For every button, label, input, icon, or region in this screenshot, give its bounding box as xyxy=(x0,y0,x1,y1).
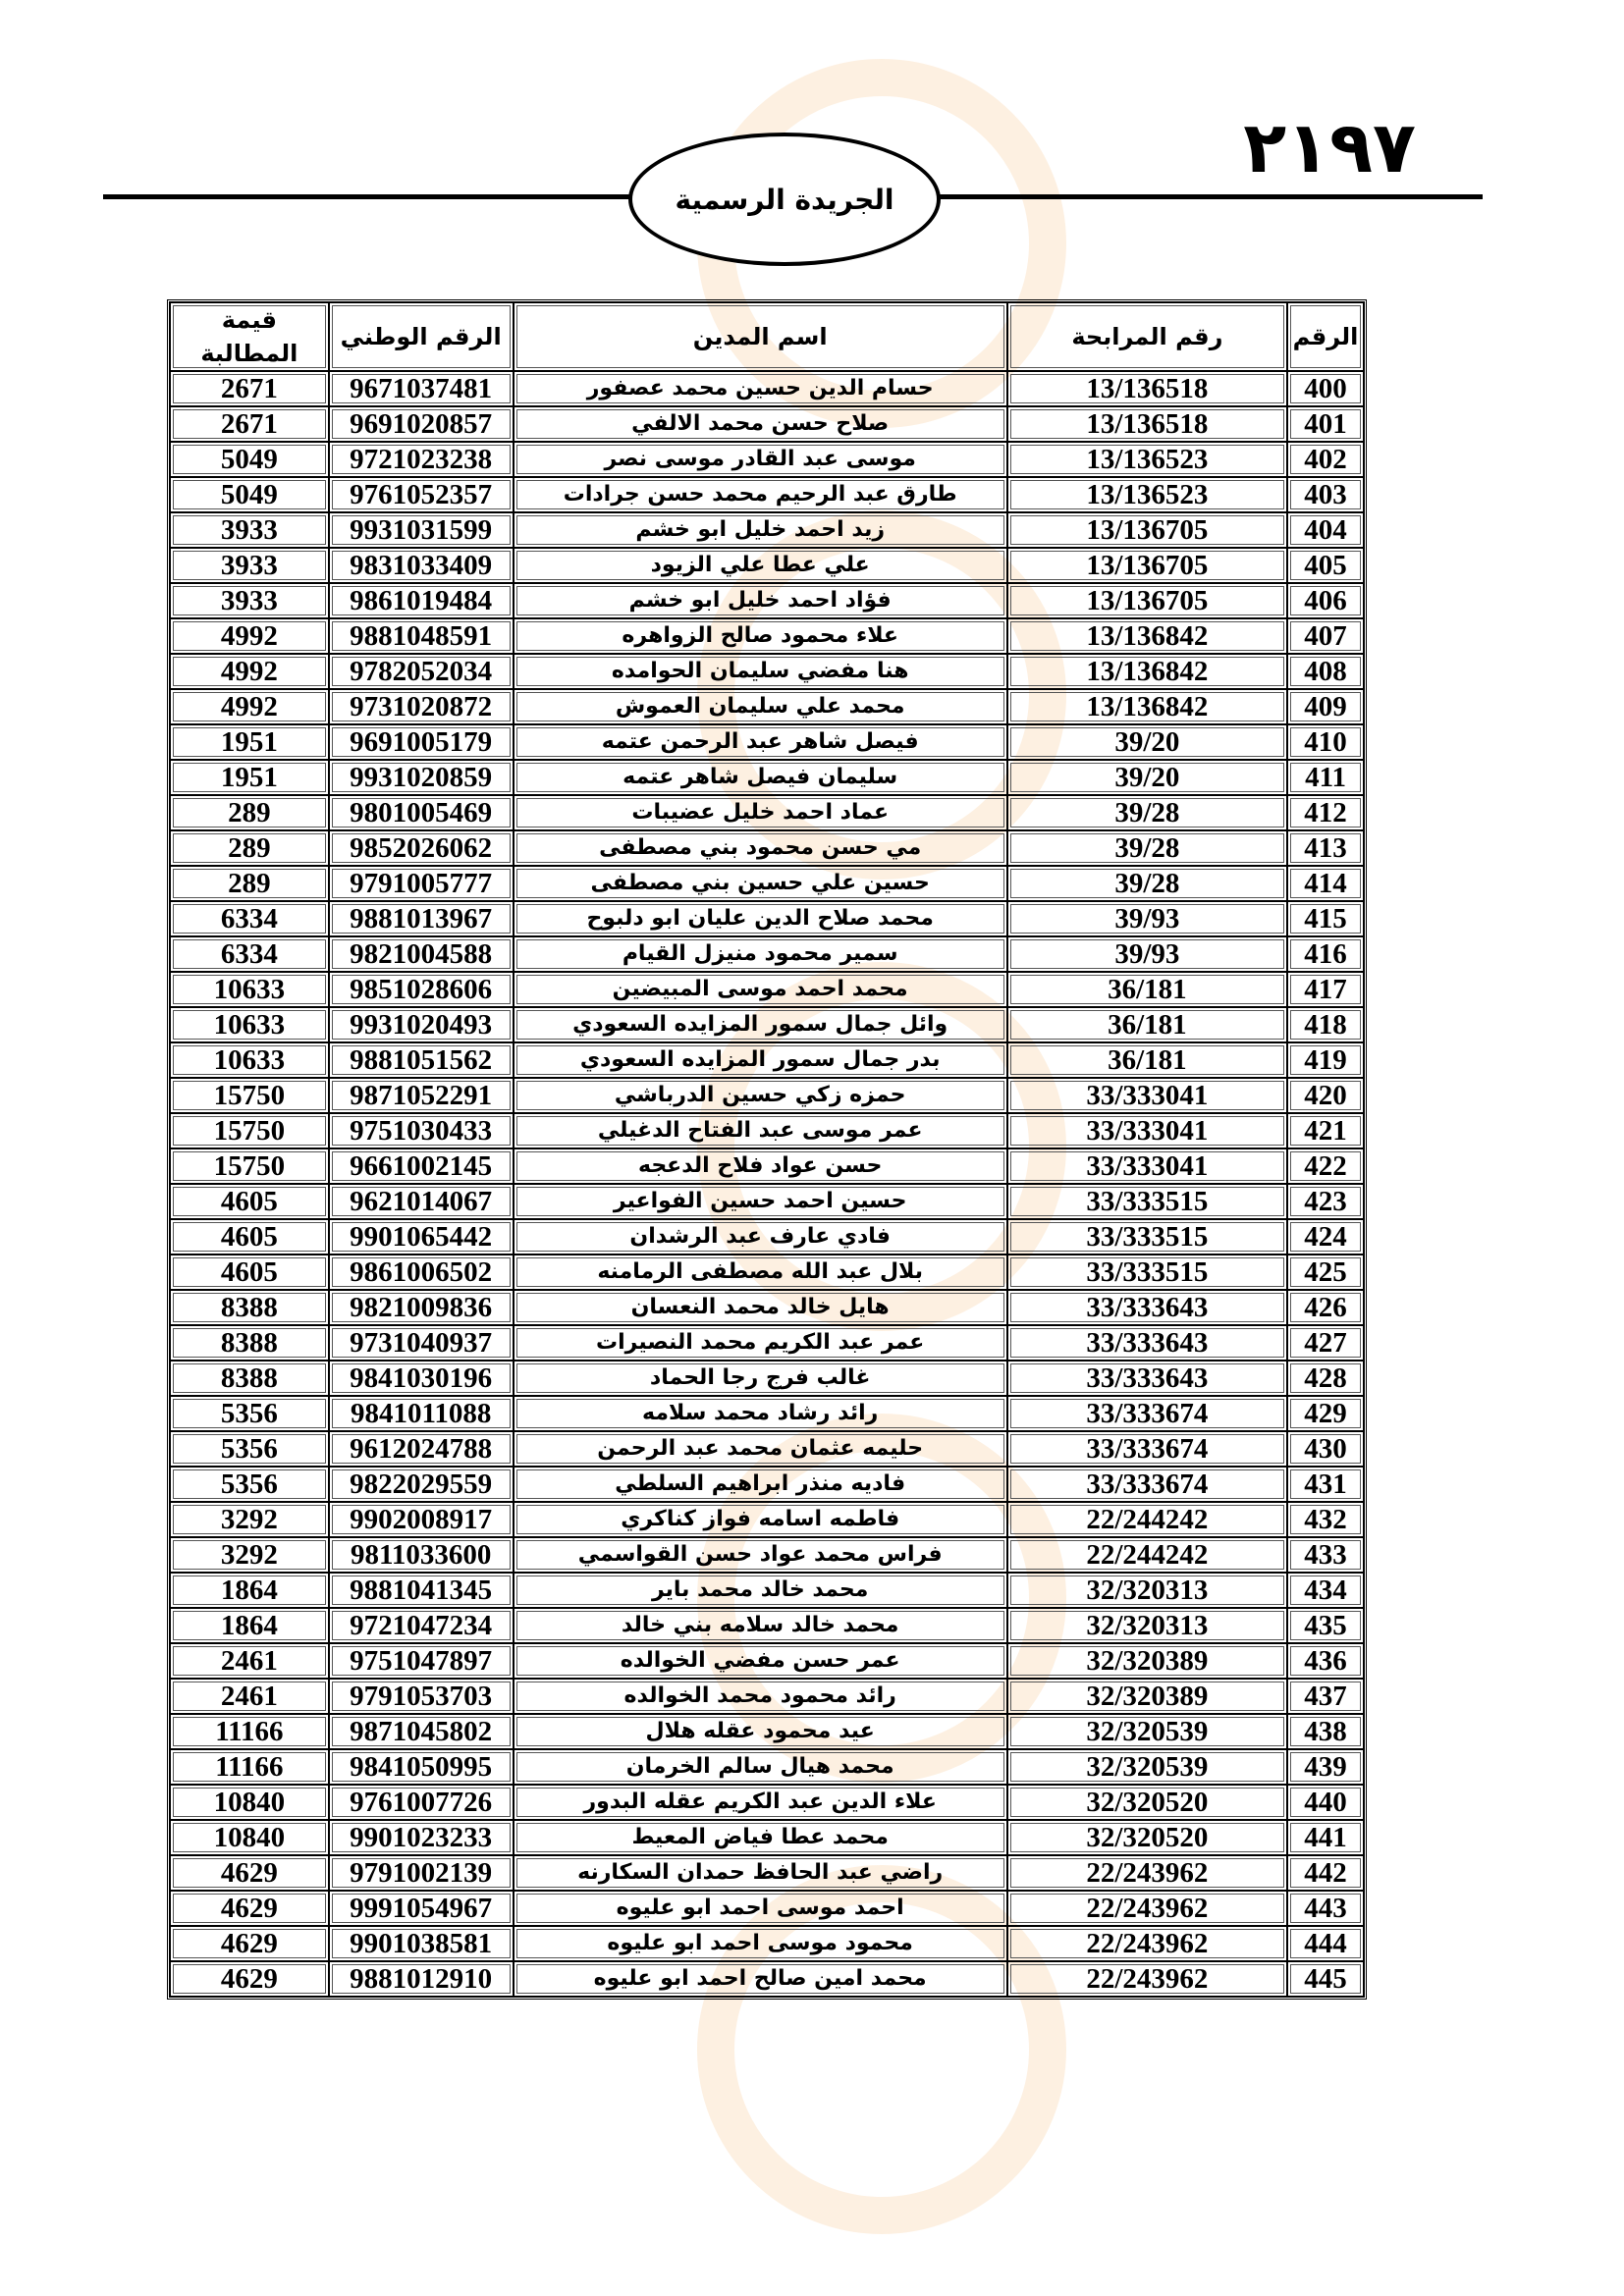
national-id: 9881048591 xyxy=(329,618,514,654)
row-number: 412 xyxy=(1287,795,1364,830)
row-number: 443 xyxy=(1287,1891,1364,1926)
claim-value: 8388 xyxy=(170,1290,329,1325)
claim-value: 4992 xyxy=(170,689,329,724)
debtor-name: سمير محمود منيزل القيام xyxy=(514,936,1007,972)
debtor-name: عماد احمد خليل عضيبات xyxy=(514,795,1007,830)
murabaha-number: 32/320539 xyxy=(1007,1749,1287,1785)
claim-value: 5049 xyxy=(170,477,329,512)
national-id: 9931020493 xyxy=(329,1007,514,1042)
murabaha-number: 32/320520 xyxy=(1007,1785,1287,1820)
row-number: 433 xyxy=(1287,1537,1364,1573)
national-id: 9881012910 xyxy=(329,1961,514,1997)
murabaha-number: 33/333674 xyxy=(1007,1467,1287,1502)
table-row xyxy=(170,866,1364,901)
page-number: ٢١٩٧ xyxy=(1243,106,1416,188)
claim-value: 1864 xyxy=(170,1573,329,1608)
row-number: 436 xyxy=(1287,1643,1364,1679)
national-id: 9902008917 xyxy=(329,1502,514,1537)
row-number: 428 xyxy=(1287,1361,1364,1396)
col-header-national-id: الرقم الوطني xyxy=(329,302,514,371)
national-id: 9801005469 xyxy=(329,795,514,830)
table-row xyxy=(170,1855,1364,1891)
debtor-name: هايل خالد محمد النعسان xyxy=(514,1290,1007,1325)
national-id: 9761007726 xyxy=(329,1785,514,1820)
debtor-name: طارق عبد الرحيم محمد حسن جرادات xyxy=(514,477,1007,512)
claim-value: 289 xyxy=(170,795,329,830)
claim-value: 8388 xyxy=(170,1361,329,1396)
table-row xyxy=(170,1290,1364,1325)
table-row xyxy=(170,1219,1364,1255)
row-number: 437 xyxy=(1287,1679,1364,1714)
table-row xyxy=(170,512,1364,548)
row-number: 402 xyxy=(1287,442,1364,477)
debtor-name: عمر موسى عبد الفتاح الدغيلي xyxy=(514,1113,1007,1148)
claim-value: 4605 xyxy=(170,1184,329,1219)
row-number: 409 xyxy=(1287,689,1364,724)
row-number: 441 xyxy=(1287,1820,1364,1855)
claim-value: 2671 xyxy=(170,371,329,406)
claim-value: 10633 xyxy=(170,1007,329,1042)
table-row xyxy=(170,1926,1364,1961)
debtor-name: محمد صلاح الدين عليان ابو دلبوح xyxy=(514,901,1007,936)
table-row xyxy=(170,1467,1364,1502)
national-id: 9881051562 xyxy=(329,1042,514,1078)
murabaha-number: 22/243962 xyxy=(1007,1855,1287,1891)
national-id: 9901023233 xyxy=(329,1820,514,1855)
table-row xyxy=(170,1643,1364,1679)
murabaha-number: 13/136705 xyxy=(1007,512,1287,548)
national-id: 9612024788 xyxy=(329,1431,514,1467)
claim-value: 11166 xyxy=(170,1749,329,1785)
claim-value: 10633 xyxy=(170,972,329,1007)
row-number: 431 xyxy=(1287,1467,1364,1502)
murabaha-number: 13/136705 xyxy=(1007,583,1287,618)
claim-value: 4992 xyxy=(170,654,329,689)
claim-value: 2671 xyxy=(170,406,329,442)
row-number: 423 xyxy=(1287,1184,1364,1219)
table-row xyxy=(170,1184,1364,1219)
murabaha-number: 39/28 xyxy=(1007,795,1287,830)
debtor-name: موسى عبد القادر موسى نصر xyxy=(514,442,1007,477)
national-id: 9871052291 xyxy=(329,1078,514,1113)
claim-value: 1864 xyxy=(170,1608,329,1643)
claim-value: 3292 xyxy=(170,1502,329,1537)
row-number: 440 xyxy=(1287,1785,1364,1820)
debtor-name: محمد علي سليمان العموش xyxy=(514,689,1007,724)
claim-value: 4605 xyxy=(170,1255,329,1290)
debtor-name: فؤاد احمد خليل ابو خشم xyxy=(514,583,1007,618)
table-row xyxy=(170,1113,1364,1148)
national-id: 9782052034 xyxy=(329,654,514,689)
table-header-row xyxy=(170,302,1364,371)
table-row xyxy=(170,1714,1364,1749)
row-number: 435 xyxy=(1287,1608,1364,1643)
murabaha-number: 36/181 xyxy=(1007,1042,1287,1078)
claim-value: 289 xyxy=(170,830,329,866)
claim-value: 8388 xyxy=(170,1325,329,1361)
debtor-name: راضي عبد الحافظ حمدان السكارنه xyxy=(514,1855,1007,1891)
debtors-table xyxy=(167,299,1367,2000)
gazette-title: الجريدة الرسمية xyxy=(675,183,894,216)
claim-value: 5049 xyxy=(170,442,329,477)
murabaha-number: 32/320539 xyxy=(1007,1714,1287,1749)
murabaha-number: 32/320520 xyxy=(1007,1820,1287,1855)
table-row xyxy=(170,1749,1364,1785)
table-row xyxy=(170,689,1364,724)
national-id: 9861019484 xyxy=(329,583,514,618)
row-number: 419 xyxy=(1287,1042,1364,1078)
national-id: 9901065442 xyxy=(329,1219,514,1255)
row-number: 425 xyxy=(1287,1255,1364,1290)
claim-value: 15750 xyxy=(170,1078,329,1113)
claim-value: 5356 xyxy=(170,1396,329,1431)
national-id: 9731020872 xyxy=(329,689,514,724)
debtor-name: بلال عبد الله مصطفى الرمامنه xyxy=(514,1255,1007,1290)
murabaha-number: 33/333515 xyxy=(1007,1255,1287,1290)
table-row xyxy=(170,442,1364,477)
murabaha-number: 39/93 xyxy=(1007,936,1287,972)
table-row xyxy=(170,1325,1364,1361)
claim-value: 3933 xyxy=(170,512,329,548)
row-number: 420 xyxy=(1287,1078,1364,1113)
national-id: 9721023238 xyxy=(329,442,514,477)
table-row xyxy=(170,795,1364,830)
col-header-number: الرقم xyxy=(1287,302,1364,371)
row-number: 411 xyxy=(1287,760,1364,795)
debtor-name: سليمان فيصل شاهر عتمه xyxy=(514,760,1007,795)
row-number: 444 xyxy=(1287,1926,1364,1961)
debtor-name: محمد هيال سالم الخرمان xyxy=(514,1749,1007,1785)
claim-value: 10840 xyxy=(170,1820,329,1855)
national-id: 9841050995 xyxy=(329,1749,514,1785)
national-id: 9691020857 xyxy=(329,406,514,442)
debtor-name: علاء محمود صالح الزواهره xyxy=(514,618,1007,654)
row-number: 439 xyxy=(1287,1749,1364,1785)
murabaha-number: 36/181 xyxy=(1007,1007,1287,1042)
row-number: 429 xyxy=(1287,1396,1364,1431)
debtor-name: فادي عارف عبد الرشدان xyxy=(514,1219,1007,1255)
national-id: 9881041345 xyxy=(329,1573,514,1608)
debtor-name: فراس محمد عواد حسن القواسمي xyxy=(514,1537,1007,1573)
national-id: 9761052357 xyxy=(329,477,514,512)
row-number: 405 xyxy=(1287,548,1364,583)
debtor-name: حسن عواد فلاح الدعجه xyxy=(514,1148,1007,1184)
table-row xyxy=(170,1679,1364,1714)
table-row xyxy=(170,477,1364,512)
table-row xyxy=(170,1537,1364,1573)
murabaha-number: 39/28 xyxy=(1007,830,1287,866)
claim-value: 4605 xyxy=(170,1219,329,1255)
murabaha-number: 33/333041 xyxy=(1007,1078,1287,1113)
table-row xyxy=(170,618,1364,654)
national-id: 9841030196 xyxy=(329,1361,514,1396)
claim-value: 11166 xyxy=(170,1714,329,1749)
debtor-name: احمد موسى احمد ابو عليوه xyxy=(514,1891,1007,1926)
murabaha-number: 13/136523 xyxy=(1007,442,1287,477)
table-row xyxy=(170,1361,1364,1396)
national-id: 9661002145 xyxy=(329,1148,514,1184)
table-row xyxy=(170,548,1364,583)
national-id: 9791002139 xyxy=(329,1855,514,1891)
table-row xyxy=(170,830,1364,866)
col-header-murabaha: رقم المرابحة xyxy=(1007,302,1287,371)
row-number: 426 xyxy=(1287,1290,1364,1325)
table-row xyxy=(170,1396,1364,1431)
national-id: 9791005777 xyxy=(329,866,514,901)
murabaha-number: 13/136518 xyxy=(1007,406,1287,442)
row-number: 418 xyxy=(1287,1007,1364,1042)
claim-value: 6334 xyxy=(170,901,329,936)
col-header-debtor-name: اسم المدين xyxy=(514,302,1007,371)
debtor-name: محمود موسى احمد ابو عليوه xyxy=(514,1926,1007,1961)
national-id: 9731040937 xyxy=(329,1325,514,1361)
murabaha-number: 33/333643 xyxy=(1007,1290,1287,1325)
claim-value: 15750 xyxy=(170,1148,329,1184)
national-id: 9671037481 xyxy=(329,371,514,406)
row-number: 410 xyxy=(1287,724,1364,760)
claim-value: 15750 xyxy=(170,1113,329,1148)
row-number: 415 xyxy=(1287,901,1364,936)
table-row xyxy=(170,1431,1364,1467)
debtor-name: عمر عبد الكريم محمد النصيرات xyxy=(514,1325,1007,1361)
table-row xyxy=(170,406,1364,442)
row-number: 424 xyxy=(1287,1219,1364,1255)
claim-value: 10633 xyxy=(170,1042,329,1078)
claim-value: 5356 xyxy=(170,1431,329,1467)
row-number: 438 xyxy=(1287,1714,1364,1749)
debtor-name: صلاح حسن محمد الالفي xyxy=(514,406,1007,442)
table-row xyxy=(170,1573,1364,1608)
debtor-name: حسام الدين حسين محمد عصفور xyxy=(514,371,1007,406)
national-id: 9931020859 xyxy=(329,760,514,795)
murabaha-number: 39/20 xyxy=(1007,760,1287,795)
table-row xyxy=(170,1148,1364,1184)
row-number: 445 xyxy=(1287,1961,1364,1997)
row-number: 404 xyxy=(1287,512,1364,548)
national-id: 9751030433 xyxy=(329,1113,514,1148)
murabaha-number: 33/333041 xyxy=(1007,1148,1287,1184)
murabaha-number: 36/181 xyxy=(1007,972,1287,1007)
claim-value: 4992 xyxy=(170,618,329,654)
row-number: 401 xyxy=(1287,406,1364,442)
murabaha-number: 22/243962 xyxy=(1007,1961,1287,1997)
debtor-name: غالب فرج رجا الحماد xyxy=(514,1361,1007,1396)
claim-value: 2461 xyxy=(170,1679,329,1714)
debtor-name: وائل جمال سمور المزايده السعودي xyxy=(514,1007,1007,1042)
table-row xyxy=(170,583,1364,618)
claim-value: 5356 xyxy=(170,1467,329,1502)
murabaha-number: 39/28 xyxy=(1007,866,1287,901)
murabaha-number: 33/333515 xyxy=(1007,1184,1287,1219)
murabaha-number: 39/20 xyxy=(1007,724,1287,760)
murabaha-number: 13/136705 xyxy=(1007,548,1287,583)
murabaha-number: 13/136842 xyxy=(1007,654,1287,689)
national-id: 9861006502 xyxy=(329,1255,514,1290)
row-number: 407 xyxy=(1287,618,1364,654)
claim-value: 4629 xyxy=(170,1926,329,1961)
national-id: 9851028606 xyxy=(329,972,514,1007)
debtor-name: حسين علي حسين بني مصطفى xyxy=(514,866,1007,901)
national-id: 9691005179 xyxy=(329,724,514,760)
debtor-name: فيصل شاهر عبد الرحمن عتمه xyxy=(514,724,1007,760)
debtor-name: علاء الدين عبد الكريم عقله البدور xyxy=(514,1785,1007,1820)
table-row xyxy=(170,936,1364,972)
murabaha-number: 33/333674 xyxy=(1007,1396,1287,1431)
national-id: 9991054967 xyxy=(329,1891,514,1926)
murabaha-number: 22/244242 xyxy=(1007,1502,1287,1537)
murabaha-number: 13/136842 xyxy=(1007,618,1287,654)
murabaha-number: 13/136518 xyxy=(1007,371,1287,406)
row-number: 408 xyxy=(1287,654,1364,689)
murabaha-number: 13/136523 xyxy=(1007,477,1287,512)
debtor-name: مي حسن محمود بني مصطفى xyxy=(514,830,1007,866)
debtor-name: محمد احمد موسى المبيضين xyxy=(514,972,1007,1007)
table-row xyxy=(170,1007,1364,1042)
national-id: 9751047897 xyxy=(329,1643,514,1679)
debtor-name: فاديه منذر ابراهيم السلطي xyxy=(514,1467,1007,1502)
row-number: 430 xyxy=(1287,1431,1364,1467)
row-number: 434 xyxy=(1287,1573,1364,1608)
murabaha-number: 32/320389 xyxy=(1007,1643,1287,1679)
debtor-name: محمد خالد محمد باير xyxy=(514,1573,1007,1608)
murabaha-number: 39/93 xyxy=(1007,901,1287,936)
murabaha-number: 22/243962 xyxy=(1007,1891,1287,1926)
row-number: 403 xyxy=(1287,477,1364,512)
national-id: 9721047234 xyxy=(329,1608,514,1643)
claim-value: 289 xyxy=(170,866,329,901)
table-row xyxy=(170,1608,1364,1643)
table-row xyxy=(170,371,1364,406)
row-number: 421 xyxy=(1287,1113,1364,1148)
claim-value: 3933 xyxy=(170,583,329,618)
debtor-name: حليمه عثمان محمد عبد الرحمن xyxy=(514,1431,1007,1467)
row-number: 400 xyxy=(1287,371,1364,406)
claim-value: 10840 xyxy=(170,1785,329,1820)
debtor-name: حسين احمد حسين الفواعير xyxy=(514,1184,1007,1219)
row-number: 406 xyxy=(1287,583,1364,618)
row-number: 414 xyxy=(1287,866,1364,901)
row-number: 422 xyxy=(1287,1148,1364,1184)
table-row xyxy=(170,1785,1364,1820)
debtor-name: عمر حسن مفضي الخوالده xyxy=(514,1643,1007,1679)
national-id: 9871045802 xyxy=(329,1714,514,1749)
national-id: 9852026062 xyxy=(329,830,514,866)
gazette-title-oval xyxy=(628,133,941,266)
table-row xyxy=(170,1502,1364,1537)
claim-value: 4629 xyxy=(170,1961,329,1997)
claim-value: 2461 xyxy=(170,1643,329,1679)
national-id: 9831033409 xyxy=(329,548,514,583)
claim-value: 4629 xyxy=(170,1891,329,1926)
national-id: 9791053703 xyxy=(329,1679,514,1714)
national-id: 9822029559 xyxy=(329,1467,514,1502)
national-id: 9811033600 xyxy=(329,1537,514,1573)
claim-value: 4629 xyxy=(170,1855,329,1891)
debtor-name: حمزه زكي حسين الدرباشي xyxy=(514,1078,1007,1113)
murabaha-number: 33/333643 xyxy=(1007,1325,1287,1361)
claim-value: 1951 xyxy=(170,724,329,760)
debtor-name: رائد محمود محمد الخوالده xyxy=(514,1679,1007,1714)
national-id: 9841011088 xyxy=(329,1396,514,1431)
debtor-name: هنا مفضي سليمان الحوامده xyxy=(514,654,1007,689)
debtor-name: علي عطا علي الزيود xyxy=(514,548,1007,583)
national-id: 9901038581 xyxy=(329,1926,514,1961)
murabaha-number: 32/320313 xyxy=(1007,1573,1287,1608)
table-row xyxy=(170,1891,1364,1926)
table-row xyxy=(170,1042,1364,1078)
row-number: 442 xyxy=(1287,1855,1364,1891)
national-id: 9821009836 xyxy=(329,1290,514,1325)
murabaha-number: 33/333041 xyxy=(1007,1113,1287,1148)
row-number: 413 xyxy=(1287,830,1364,866)
debtor-name: فاطمه اسامه فواز كناكري xyxy=(514,1502,1007,1537)
debtor-name: محمد امين صالح احمد ابو عليوه xyxy=(514,1961,1007,1997)
national-id: 9621014067 xyxy=(329,1184,514,1219)
murabaha-number: 32/320313 xyxy=(1007,1608,1287,1643)
table-row xyxy=(170,724,1364,760)
national-id: 9931031599 xyxy=(329,512,514,548)
national-id: 9821004588 xyxy=(329,936,514,972)
table-row xyxy=(170,1078,1364,1113)
table-row xyxy=(170,1820,1364,1855)
debtor-name: بدر جمال سمور المزايده السعودي xyxy=(514,1042,1007,1078)
debtor-name: عيد محمود عقله هلال xyxy=(514,1714,1007,1749)
murabaha-number: 33/333515 xyxy=(1007,1219,1287,1255)
claim-value: 1951 xyxy=(170,760,329,795)
debtor-name: رائد رشاد محمد سلامه xyxy=(514,1396,1007,1431)
col-header-claim-value: قيمة المطالبة xyxy=(170,302,329,371)
table-row xyxy=(170,972,1364,1007)
murabaha-number: 13/136842 xyxy=(1007,689,1287,724)
murabaha-number: 22/243962 xyxy=(1007,1926,1287,1961)
table-row xyxy=(170,1255,1364,1290)
row-number: 432 xyxy=(1287,1502,1364,1537)
table-row xyxy=(170,901,1364,936)
murabaha-number: 32/320389 xyxy=(1007,1679,1287,1714)
claim-value: 3292 xyxy=(170,1537,329,1573)
debtor-name: محمد خالد سلامه بني خالد xyxy=(514,1608,1007,1643)
table-row xyxy=(170,654,1364,689)
row-number: 416 xyxy=(1287,936,1364,972)
claim-value: 3933 xyxy=(170,548,329,583)
murabaha-number: 33/333643 xyxy=(1007,1361,1287,1396)
murabaha-number: 22/244242 xyxy=(1007,1537,1287,1573)
debtor-name: محمد عطا فياض المعيط xyxy=(514,1820,1007,1855)
claim-value: 6334 xyxy=(170,936,329,972)
national-id: 9881013967 xyxy=(329,901,514,936)
debtor-name: زيد احمد خليل ابو خشم xyxy=(514,512,1007,548)
table-row xyxy=(170,760,1364,795)
row-number: 427 xyxy=(1287,1325,1364,1361)
murabaha-number: 33/333674 xyxy=(1007,1431,1287,1467)
table-row xyxy=(170,1961,1364,1997)
row-number: 417 xyxy=(1287,972,1364,1007)
